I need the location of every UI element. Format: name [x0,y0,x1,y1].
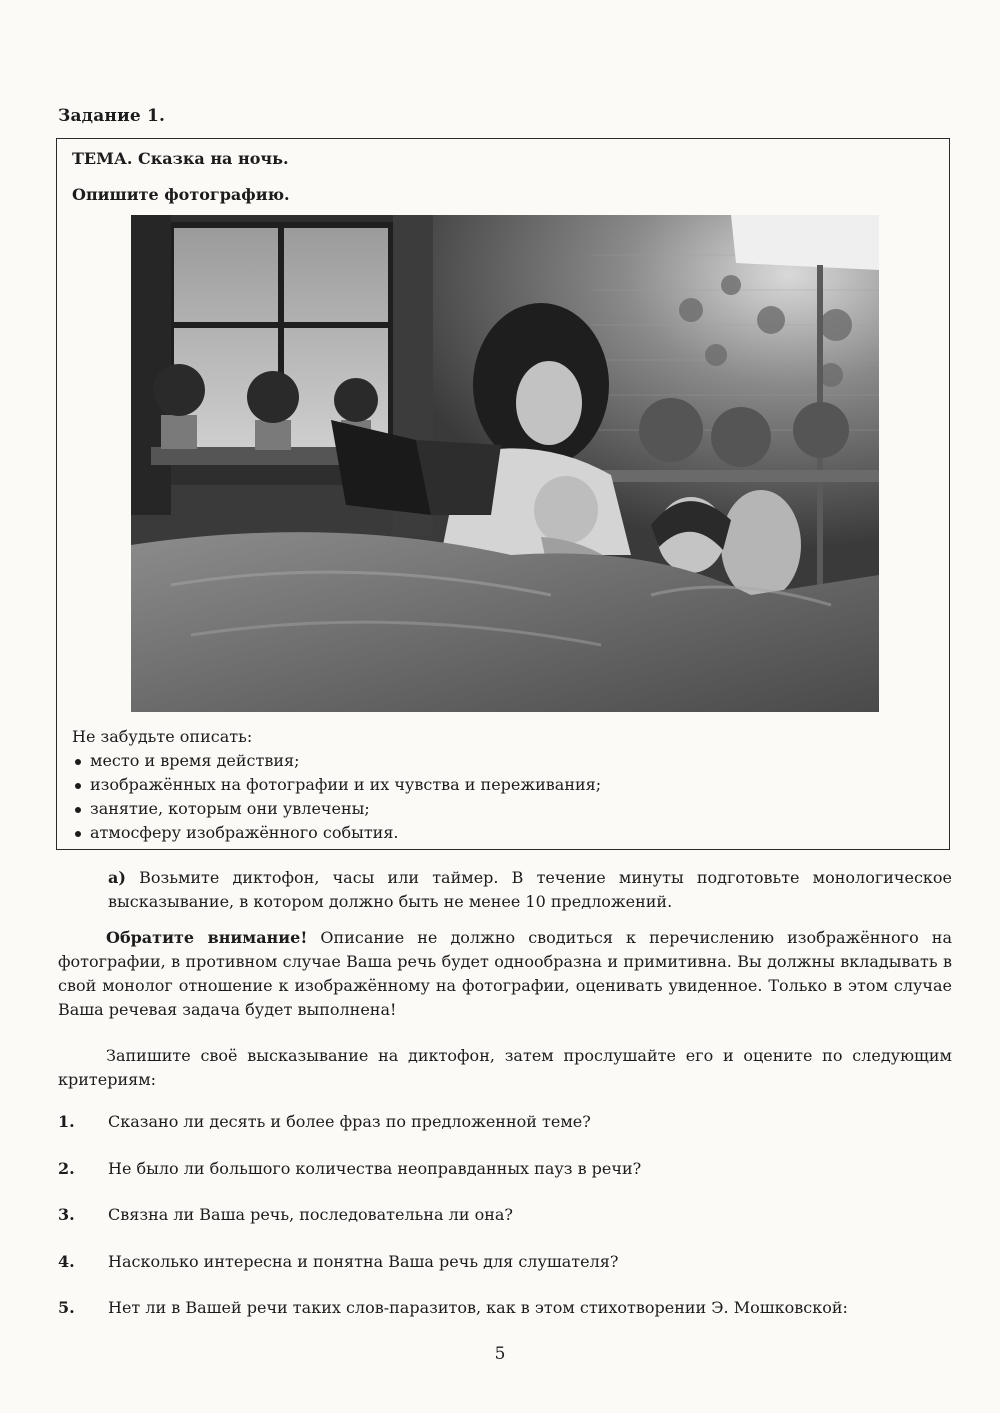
criterion-text: Насколько интересна и понятна Ваша речь для слушателя? [108,1251,619,1271]
criteria-list [58,1112,952,1345]
list-item: место и время действия; [72,749,932,773]
list-item: занятие, которым они увлечены; [72,797,932,821]
criterion-number: 4. [58,1251,75,1271]
criterion-text: Не было ли большого количества неоправданных пауз в речи? [108,1158,642,1178]
list-item: атмосферу изображённого события. [72,821,932,845]
topic-title: ТЕМА. Сказка на ночь. [72,149,289,168]
bedtime-story-photo-icon [131,215,879,712]
criterion-number: 2. [58,1158,75,1178]
list-item [58,1252,952,1299]
list-item [58,1205,952,1252]
list-item [58,1298,952,1345]
reminder-title: Не забудьте описать: [72,727,253,746]
part-a-mark: а) [108,868,126,887]
criterion-number: 1. [58,1112,75,1131]
criterion-text: Нет ли в Вашей речи таких слов-паразитов, как в этом стихотворении Э. Мошковской: [108,1298,848,1317]
task-box [56,138,950,850]
attention-lead: Обратите внимание! [106,928,308,947]
criterion-text: Связна ли Ваша речь, последовательна ли она? [108,1205,513,1224]
part-a-text: Возьмите диктофон, часы или таймер. В течение минуты подготовьте монологическое высказывание, в котором должно быть не менее 10 предложений. [108,868,953,911]
instruction: Опишите фотографию. [72,185,290,204]
criterion-text: Сказано ли десять и более фраз по предложенной теме? [108,1112,591,1131]
criterion-number: 3. [58,1205,75,1224]
record-paragraph: Запишите своё высказывание на диктофон, затем прослушайте его и оцените по следующим критериям: [58,1046,952,1089]
list-item: изображённых на фотографии и их чувства и переживания; [72,773,932,797]
list-item [58,1112,952,1159]
attention-text: Описание не должно сводиться к перечислению изображённого на фотографии, в противном случае Ваша речь будет однообразна и примитивна. Вы должны вкладывать в свой монолог отношение к изображённому на фотографии, оценивать увиденное. Только в этом случае Ваша речевая задача будет выполнена! [58,928,952,1019]
reminder-list [72,749,932,845]
list-item [58,1159,952,1206]
attention-paragraph [58,926,952,1022]
task-heading: Задание 1. [58,106,166,126]
part-a-paragraph [108,866,952,914]
reminder-block [72,725,932,845]
criterion-number: 5. [58,1298,75,1317]
page-number: 5 [494,1344,506,1364]
